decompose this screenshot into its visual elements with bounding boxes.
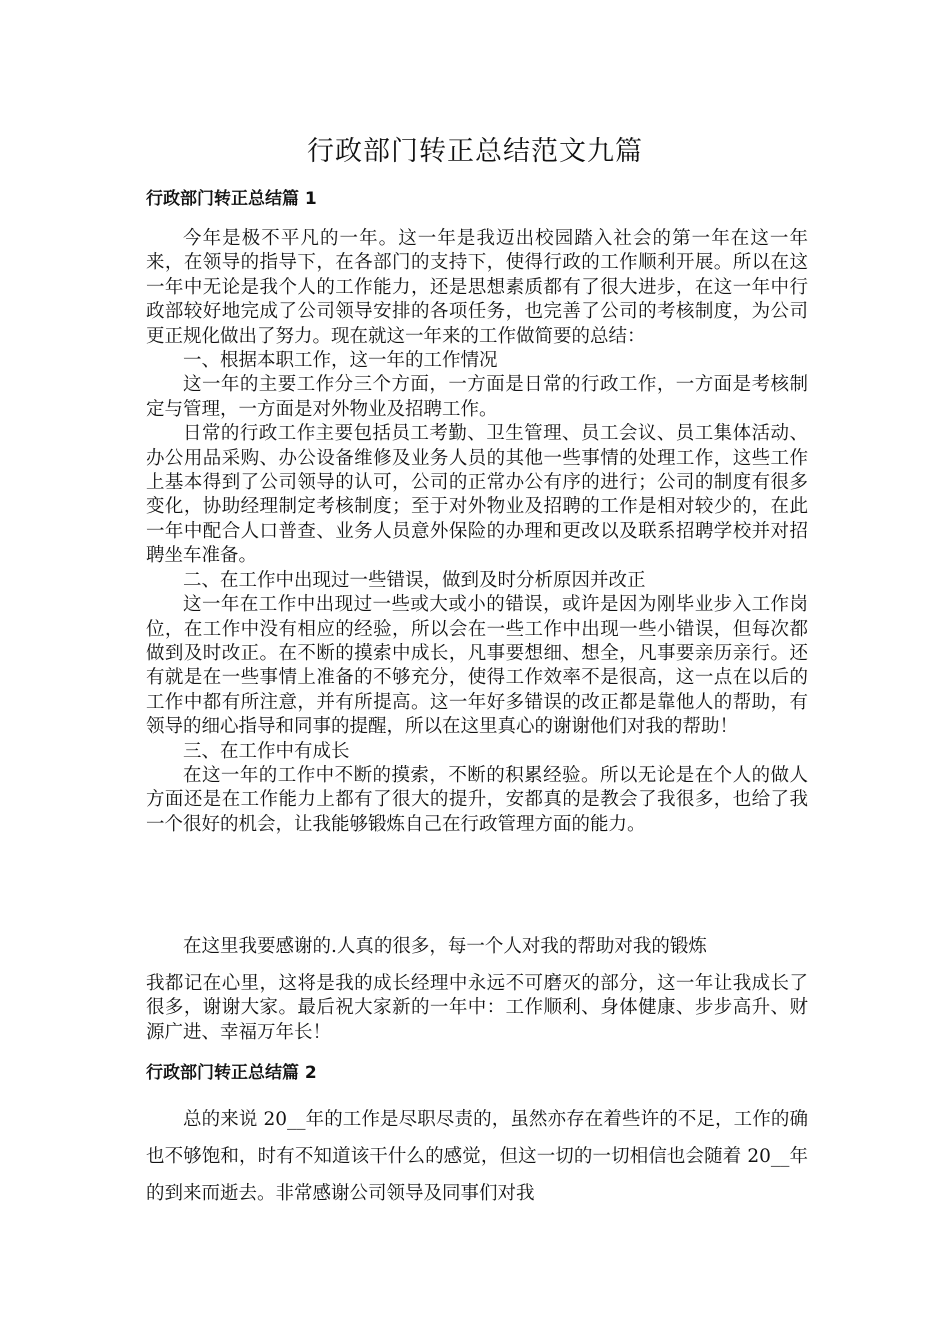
paragraph: 这一年的主要工作分三个方面，一方面是日常的行政工作，一方面是考核制定与管理，一方面是对外物业及招聘工作。 bbox=[146, 374, 808, 420]
section-1-closing bbox=[146, 972, 808, 1045]
paragraph: 日常的行政工作主要包括员工考勤、卫生管理、员工会议、员工集体活动、办公用品采购、办公设备维修及业务人员的其他一些事情的处理工作，这些工作上基本得到了公司领导的认可，公司的正常办公有序的进行；公司的制度有很多变化，协助经理制定考核制度；至于对外物业及招聘的工作是相对较少的，在此一年中配合人口普查、业务人员意外保险的办理和更改以及联系招聘学校并对招聘坐车准备。 bbox=[146, 423, 808, 567]
section-2-heading: 行政部门转正总结篇 2 bbox=[146, 1063, 317, 1083]
paragraph: 这一年在工作中出现过一些或大或小的错误，或许是因为刚毕业步入工作岗位，在工作中没有相应的经验，所以会在一些工作中出现一些小错误，但每次都做到及时改正。在不断的摸索中成长，凡事要想细、想全，凡事要亲历亲行。还有就是在一些事情上准备的不够充分，使得工作效率不是很高，这一点在以后的工作中都有所注意，并有所提高。这一年好多错误的改正都是靠他人的帮助，有领导的细心指导和同事的提醒，所以在这里真心的谢谢他们对我的帮助！ bbox=[146, 594, 808, 738]
document-title: 行政部门转正总结范文九篇 bbox=[307, 136, 643, 167]
paragraph: 总的来说 20__年的工作是尽职尽责的，虽然亦存在着些许的不足，工作的确也不够饱和，时有不知道该干什么的感觉，但这一切的一切相信也会随着 20__年的到来而逝去。非常感谢公司领导及同事们对我 bbox=[146, 1109, 808, 1204]
paragraph: 一、根据本职工作，这一年的工作情况 bbox=[183, 350, 498, 372]
paragraph: 今年是极不平凡的一年。这一年是我迈出校园踏入社会的第一年在这一年来，在领导的指导下，在各部门的支持下，使得行政的工作顺利开展。所以在这一年中无论是我个人的工作能力，还是思想素质都有了很大进步，在这一年中行政部较好地完成了公司领导安排的各项任务，也完善了公司的考核制度，为公司更正规化做出了努力。现在就这一年来的工作做简要的总结： bbox=[146, 228, 808, 347]
paragraph: 三、在工作中有成长 bbox=[183, 740, 350, 762]
paragraph: 在这一年的工作中不断的摸索，不断的积累经验。所以无论是在个人的做人方面还是在工作能力上都有了很大的提升，安都真的是教会了我很多，也给了我一个很好的机会，让我能够锻炼自己在行政管理方面的能力。 bbox=[146, 764, 808, 835]
paragraph: 二、在工作中出现过一些错误，做到及时分析原因并改正 bbox=[183, 569, 646, 591]
closing-first-line: 在这里我要感谢的.人真的很多，每一个人对我的帮助对我的锻炼 bbox=[183, 936, 707, 957]
section-1-heading: 行政部门转正总结篇 1 bbox=[146, 189, 317, 209]
section-2-body bbox=[146, 1101, 808, 1212]
closing-paragraph: 我都记在心里，这将是我的成长经理中永远不可磨灭的部分，这一年让我成长了很多，谢谢大家。最后祝大家新的一年中：工作顺利、身体健康、步步高升、财源广进、幸福万年长！ bbox=[146, 973, 808, 1043]
section-1-body bbox=[146, 227, 808, 837]
section-1-closing-first-line-wrap bbox=[146, 934, 808, 960]
